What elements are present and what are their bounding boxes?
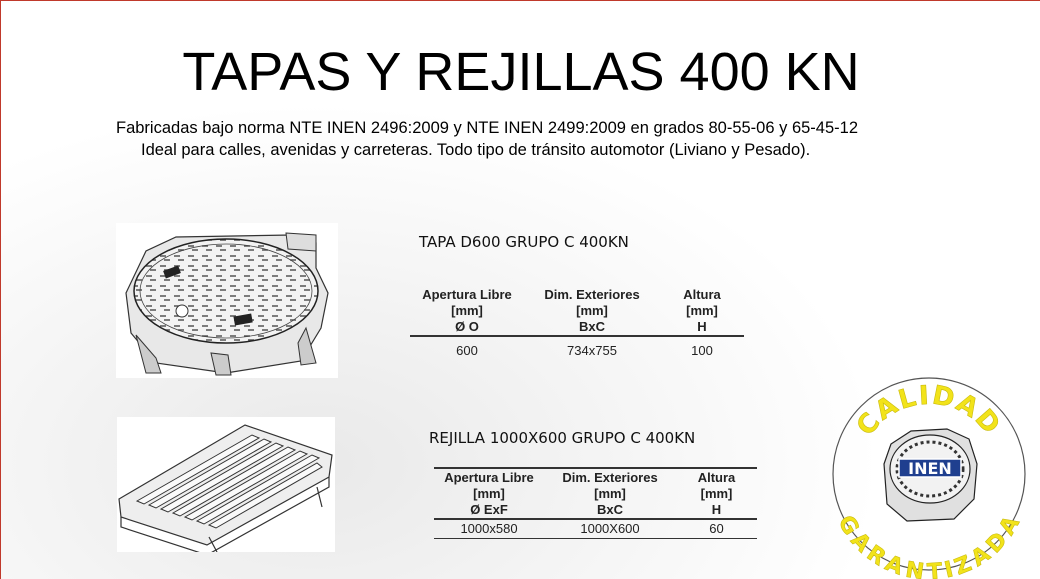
quality-badge	[829, 369, 1029, 579]
column-header: Altura [mm] H	[676, 468, 757, 519]
manhole-cover-image	[116, 223, 338, 378]
table-cell: 1000x580	[434, 519, 544, 539]
badge-top-text: CALIDAD	[851, 380, 1007, 442]
product-title-rejilla: REJILLA 1000X600 GRUPO C 400KN	[429, 429, 696, 447]
column-header: Apertura Libre [mm] Ø O	[410, 287, 524, 336]
table-cell: 734x755	[567, 343, 617, 358]
page-title: TAPAS Y REJILLAS 400 KN	[182, 42, 860, 102]
grate-image	[117, 417, 335, 552]
column-header: Apertura Libre [mm] Ø ExF	[434, 468, 544, 519]
spec-table-tapa	[410, 287, 744, 358]
table-cell: 100	[691, 343, 713, 358]
inen-label: INEN	[908, 459, 952, 478]
spec-table-rejilla	[434, 467, 757, 539]
table-row	[410, 336, 744, 358]
badge-bottom-text: GARANTIZADA	[832, 511, 1026, 579]
table-cell: 60	[676, 519, 757, 539]
column-header: Dim. Exteriores [mm] BxC	[524, 287, 660, 336]
column-header: Altura [mm] H	[660, 287, 744, 336]
description-line-1: Fabricadas bajo norma NTE INEN 2496:2009 y NTE INEN 2499:2009 en grados 80-55-06 y 65-45-12	[116, 119, 859, 137]
product-title-tapa: TAPA D600 GRUPO C 400KN	[419, 233, 629, 251]
table-cell: 1000X600	[544, 519, 676, 539]
table-cell: 600	[456, 343, 478, 358]
column-header: Dim. Exteriores [mm] BxC	[544, 468, 676, 519]
description-line-2: Ideal para calles, avenidas y carreteras. Todo tipo de tránsito automotor (Liviano y Pesado).	[141, 141, 811, 159]
table-row	[434, 519, 757, 539]
